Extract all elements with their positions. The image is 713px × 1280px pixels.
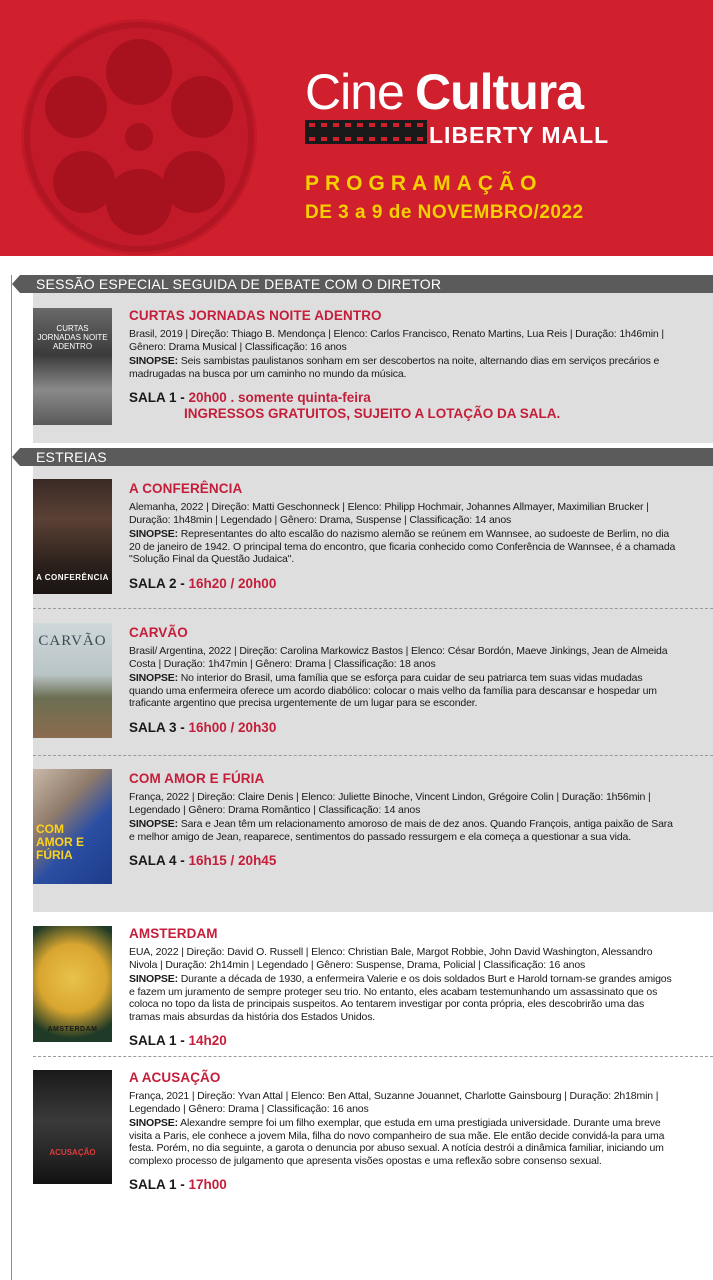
- sala-label: SALA 3 -: [129, 719, 189, 735]
- synopsis-label: SINOPSE:: [129, 528, 178, 540]
- sala-label: SALA 2 -: [129, 575, 189, 591]
- filmstrip-icon: [305, 116, 427, 148]
- poster-title: COM AMOR E FÚRIA: [36, 822, 84, 862]
- poster-a-conferencia: [33, 479, 112, 594]
- movie-info: [129, 926, 677, 1049]
- movie-synopsis: [129, 818, 677, 843]
- synopsis-text: Seis sambistas paulistanos sonham em ser descobertos na noite, alternando dias em serviços precários e madrugadas na busca por um caminho no mundo da música.: [129, 355, 660, 380]
- poster-amsterdam: [33, 926, 112, 1042]
- synopsis-text: No interior do Brasil, uma família que se esforça para cuidar de seu patriarca tem suas vidas mudadas quando uma enfermeira oferece um acordo diabólico: colocar o mais velho da família para descansar e hospedar um traficante argentino que precisa urgentemente de um lugar para se esconder.: [129, 672, 657, 709]
- movie-meta: EUA, 2022 | Direção: David O. Russell | Elenco: Christian Bale, Margot Robbie, John David Washington, Alessandro Nivola | Duração: 2h14min | Legendado | Gênero: Suspense, Drama, Policial | Classificação: 16 anos: [129, 946, 653, 971]
- movie-title: A ACUSAÇÃO: [129, 1070, 221, 1085]
- movie-title: AMSTERDAM: [129, 926, 218, 941]
- movie-a-conferencia: [33, 479, 713, 599]
- brand-bold: Cultura: [415, 64, 583, 120]
- synopsis-label: SINOPSE:: [129, 672, 178, 684]
- left-rule-divider: [11, 275, 12, 1280]
- movie-curtas-jornadas: [33, 305, 713, 435]
- movie-meta: Brasil/ Argentina, 2022 | Direção: Carolina Markowicz Bastos | Elenco: César Bordón, Maeve Jinkings, Jean de Almeida Costa | Duração: 1h47min | Gênero: Drama | Classificação: 18 anos: [129, 645, 668, 670]
- synopsis-label: SINOPSE:: [129, 818, 178, 830]
- poster-a-acusacao: [33, 1070, 112, 1184]
- showtimes: 16h00 / 20h30: [188, 719, 277, 735]
- movie-info: [129, 625, 677, 736]
- poster-title: AMSTERDAM: [47, 1026, 98, 1033]
- synopsis-label: SINOPSE:: [129, 973, 178, 985]
- movie-synopsis: [129, 355, 677, 380]
- free-tickets-note: INGRESSOS GRATUITOS, SUJEITO A LOTAÇÃO DA SALA.: [184, 406, 561, 421]
- sala-label: SALA 1 -: [129, 1177, 189, 1192]
- section-premieres: ESTREIAS: [20, 448, 713, 466]
- sala-label: SALA 4 -: [129, 853, 189, 868]
- movie-info: [129, 481, 677, 592]
- movie-info: [129, 1070, 677, 1193]
- synopsis-text: Alexandre sempre foi um filho exemplar, que estuda em uma prestigiada universidade. Durante uma breve visita a Paris, ele conhece a jovem Mila, filha do novo companheiro de sua mãe. Ele então decide convidá-la para uma festa. Porém, no dia seguinte, a garota o denuncia por abuso sexual. A notícia destrói a dinâmica familiar, iniciando um complexo processo de julgamento que apresenta visões opostas e uma reflexão sobre consenso sexual.: [129, 1117, 665, 1167]
- brand-light: Cine: [305, 64, 404, 120]
- sala-label: SALA 1 -: [129, 390, 189, 405]
- date-range: DE 3 a 9 de NOVEMBRO/2022: [305, 202, 584, 223]
- synopsis-label: SINOPSE:: [129, 1117, 178, 1129]
- movie-synopsis: [129, 1117, 677, 1167]
- film-reel-icon: [14, 12, 264, 256]
- poster-title: ACUSAÇÃO: [49, 1148, 96, 1157]
- movie-divider: [33, 755, 713, 756]
- cine-cultura-logo: [305, 66, 675, 166]
- poster-curtas-jornadas: [33, 308, 112, 425]
- showtimes: 16h15 / 20h45: [188, 853, 277, 868]
- showtimes: 17h00: [188, 1177, 227, 1192]
- movie-com-amor-e-furia: [33, 769, 713, 889]
- movie-a-acusacao: [33, 1070, 713, 1195]
- synopsis-text: Sara e Jean têm um relacionamento amoroso de mais de dez anos. Quando François, antiga paixão de Sara e melhor amigo de Jean, reaparece, sentimentos do passado ressurgem e ela começa a questionar a sua vida.: [129, 818, 673, 843]
- movie-synopsis: [129, 973, 677, 1023]
- showtimes: 16h20 / 20h00: [188, 575, 277, 591]
- movie-divider: [33, 608, 713, 609]
- poster-com-amor-e-furia: [33, 769, 112, 884]
- header-banner: [0, 0, 713, 256]
- movie-divider: [33, 1056, 713, 1057]
- movie-info: [129, 771, 677, 869]
- movie-info: [129, 308, 677, 422]
- showtimes: 20h00 . somente quinta-feira: [188, 390, 371, 405]
- movie-carvao: [33, 623, 713, 743]
- movie-title: CURTAS JORNADAS NOITE ADENTRO: [129, 308, 382, 323]
- movie-showtimes: [129, 576, 677, 592]
- synopsis-text: Durante a década de 1930, a enfermeira Valerie e os dois soldados Burt e Harold tornam-se grandes amigos e fazem um juramento de sempre proteger seu trio. No entanto, eles acabam testemunhando um assassinato que os coloca no topo da lista de principais suspeitos. Ao tentarem investigar por conta própria, eles descobrirão uma das tramas mais absurdas da história dos Estados Unidos.: [129, 973, 672, 1023]
- movie-showtimes: [129, 1177, 677, 1193]
- poster-carvao: [33, 623, 112, 738]
- movie-synopsis: [129, 528, 677, 566]
- showtimes: 14h20: [188, 1033, 227, 1048]
- movie-showtimes: [129, 1033, 677, 1049]
- sala-label: SALA 1 -: [129, 1033, 189, 1048]
- brand-subtitle: LIBERTY MALL: [429, 122, 610, 148]
- synopsis-label: SINOPSE:: [129, 355, 178, 367]
- poster-title: CURTAS JORNADAS NOITE ADENTRO: [37, 324, 108, 351]
- movie-showtimes: [129, 853, 677, 869]
- movie-showtimes: [129, 390, 677, 406]
- movie-amsterdam: [33, 926, 713, 1051]
- section-special-session: SESSÃO ESPECIAL SEGUIDA DE DEBATE COM O DIRETOR: [20, 275, 713, 293]
- movie-title: COM AMOR E FÚRIA: [129, 771, 265, 786]
- movie-title: CARVÃO: [129, 625, 188, 640]
- movie-meta: Brasil, 2019 | Direção: Thiago B. Mendonça | Elenco: Carlos Francisco, Renato Martins, Lua Reis | Duração: 1h46min | Gênero: Drama Musical | Classificação: 16 anos: [129, 328, 664, 353]
- movie-title: A CONFERÊNCIA: [129, 481, 243, 496]
- movie-meta: França, 2021 | Direção: Yvan Attal | Elenco: Ben Attal, Suzanne Jouannet, Charlotte Gainsbourg | Duração: 2h18min | Legendado | Gênero: Drama | Classificação: 16 anos: [129, 1090, 659, 1115]
- movie-meta: França, 2022 | Direção: Claire Denis | Elenco: Juliette Binoche, Vincent Lindon, Grégoire Colin | Duração: 1h56min | Legendado | Gênero: Drama Romântico | Classificação: 14 anos: [129, 791, 651, 816]
- movie-synopsis: [129, 672, 677, 710]
- poster-title: A CONFERÊNCIA: [36, 573, 109, 582]
- poster-title: CARVÃO: [38, 633, 107, 649]
- programacao-heading: PROGRAMAÇÃO: [305, 172, 543, 195]
- movie-meta: Alemanha, 2022 | Direção: Matti Geschonneck | Elenco: Philipp Hochmair, Johannes Allmayer, Maximilian Brucker | Duração: 1h48min | Legendado | Gênero: Drama, Suspense | Classificação: 14 anos: [129, 501, 649, 526]
- synopsis-text: Representantes do alto escalão do nazismo alemão se reúnem em Wannsee, ao sudoeste de Berlim, no dia 20 de janeiro de 1942. O principal tema do encontro, que ficaria conhecido como Conferência de Wannsee, é a chamada "Solução Final da Questão Judaica".: [129, 528, 676, 565]
- movie-showtimes: [129, 720, 677, 736]
